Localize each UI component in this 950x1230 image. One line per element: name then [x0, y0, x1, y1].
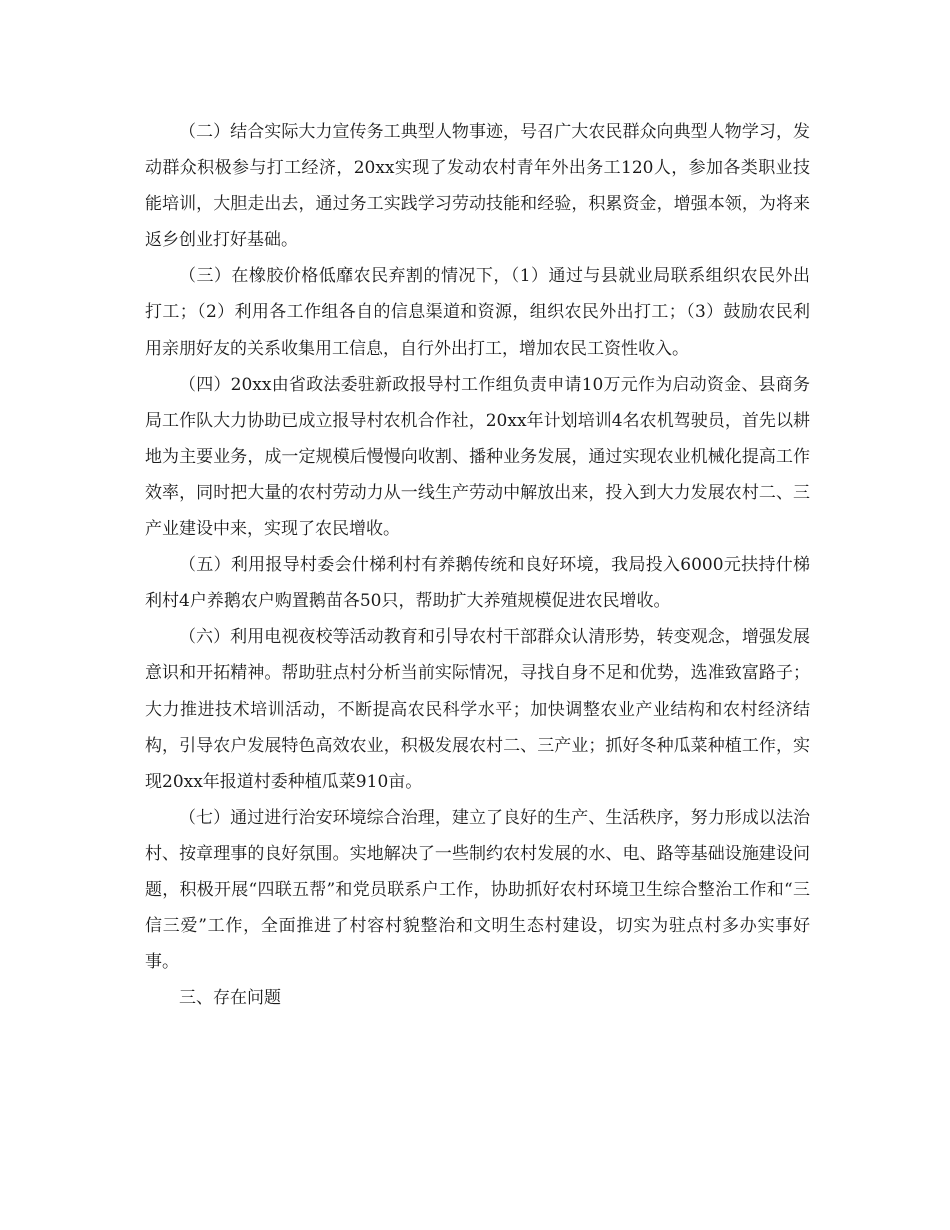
paragraph-4: （四）20xx由省政法委驻新政报导村工作组负责申请10万元作为启动资金、县商务局工作队大力协助已成立报导村农机合作社，20xx年计划培训4名农机驾驶员，首先以耕地为主要业务，成一定规模后慢慢向收割、播种业务发展，通过实现农业机械化提高工作效率，同时把大量的农村劳动力从一线生产劳动中解放出来，投入到大力发展农村二、三产业建设中来，实现了农民增收。	[145, 374, 810, 540]
document-body	[145, 114, 810, 1016]
paragraph-3: （三）在橡胶价格低靡农民弃割的情况下，（1）通过与县就业局联系组织农民外出打工；（2）利用各工作组各自的信息渠道和资源，组织农民外出打工；（3）鼓励农民利用亲朋好友的关系收集用工信息，自行外出打工，增加农民工资性收入。	[145, 266, 810, 359]
paragraph-6: （六）利用电视夜校等活动教育和引导农村干部群众认清形势，转变观念，增强发展意识和开拓精神。帮助驻点村分析当前实际情况，寻找自身不足和优势，选准致富路子；大力推进技术培训活动，不断提高农民科学水平；加快调整农业产业结构和农村经济结构，引导农户发展特色高效农业，积极发展农村二、三产业；抓好冬种瓜菜种植工作，实现20xx年报道村委种植瓜菜910亩。	[145, 627, 810, 792]
paragraph-7: （七）通过进行治安环境综合治理，建立了良好的生产、生活秩序，努力形成以法治村、按章理事的良好氛围。实地解决了一些制约农村发展的水、电、路等基础设施建设问题，积极开展“四联五帮”和党员联系户工作，协助抓好农村环境卫生综合整治工作和“三信三爱”工作，全面推进了村容村貌整治和文明生态村建设，切实为驻点村多办实事好事。	[145, 807, 810, 973]
paragraph-5: （五）利用报导村委会什梯利村有养鹅传统和良好环境，我局投入6000元扶持什梯利村4户养鹅农户购置鹅苗各50只，帮助扩大养殖规模促进农民增收。	[145, 555, 810, 612]
paragraph-2: （二）结合实际大力宣传务工典型人物事迹，号召广大农民群众向典型人物学习，发动群众积极参与打工经济，20xx实现了发动农村青年外出务工120人，参加各类职业技能培训，大胆走出去，通过务工实践学习劳动技能和经验，积累资金，增强本领，为将来返乡创业打好基础。	[145, 122, 810, 251]
section-heading-problems: 三、存在问题	[179, 988, 281, 1009]
